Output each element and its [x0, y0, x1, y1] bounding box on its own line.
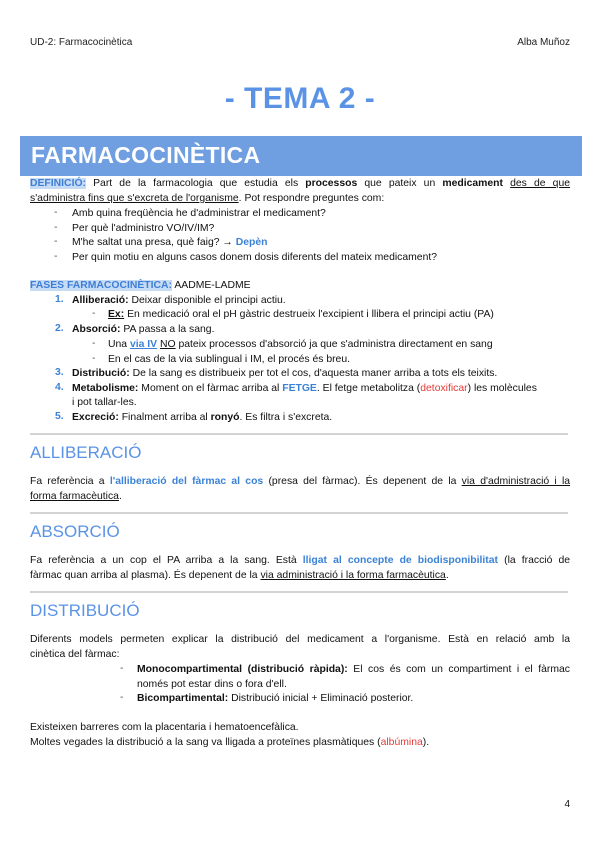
bullet-dash: - [54, 207, 58, 218]
section-title-alliberacio: ALLIBERACIÓ [30, 443, 142, 462]
definition-text: que pateix un [364, 178, 436, 189]
phase-text: Deixar disponible el principi actiu. [131, 295, 286, 306]
body-text: Fa referència a un cop el PA arriba a la sang. Està [30, 555, 297, 566]
phase-number: 5. [55, 411, 64, 422]
question-item [72, 236, 267, 250]
section-divider [30, 433, 568, 435]
definition-line-1 [30, 177, 570, 191]
absorcio-line-1 [30, 554, 570, 568]
body-text: ). [422, 737, 430, 748]
question-item: Per quin motiu en alguns casos donem dosis diferents del mateix medicament? [72, 252, 438, 263]
question-item: Per què l'administro VO/IV/IM? [72, 223, 215, 234]
distribucio-paragraph-1: Existeixen barreres com la placentaria i hematoencefàlica. [30, 722, 299, 733]
banner-title: FARMACOCINÈTICA [31, 142, 261, 168]
phase-text: . El fetge metabolitza ( [316, 383, 421, 394]
subitem-text: Una [108, 339, 128, 350]
model-mono-continuation: només pot estar dins o fora d'ell. [137, 679, 287, 690]
alliberacio-highlight: l'alliberació del fàrmac al cos [109, 476, 264, 487]
body-text: . [118, 491, 122, 502]
bullet-dash: - [120, 692, 124, 703]
body-text: Moltes vegades la distribució a la sang va lligada a proteïnes plasmàtiques ( [30, 737, 381, 748]
bullet-dash: - [92, 353, 96, 364]
biodisponibilitat-highlight: lligat al concepte de biodisponibilitat [302, 555, 499, 566]
distribucio-paragraph-2 [30, 736, 429, 750]
model-text: Distribució inicial + Eliminació posterior. [231, 693, 414, 704]
header-course: UD-2: Farmacocinètica [30, 37, 133, 48]
absorcio-line-2 [30, 569, 449, 583]
definition-text: . Pot respondre preguntes com: [238, 193, 385, 204]
phase-text: Finalment arriba al [121, 412, 208, 423]
page-title: - TEMA 2 - [224, 82, 376, 115]
phase-term: Alliberació: [72, 295, 129, 306]
body-text: . [445, 570, 449, 581]
body-text: (presa del fàrmac). És depenent de la [268, 476, 457, 487]
phase-number: 4. [55, 382, 64, 393]
body-text: (la fracció de [504, 555, 570, 566]
bullet-dash: - [54, 251, 58, 262]
body-text: Fa referència a [30, 476, 105, 487]
model-text: El cos és com un compartiment i el fàrmac [353, 664, 571, 675]
model-term: Bicompartimental: [137, 693, 229, 704]
phase-term: Excreció: [72, 412, 119, 423]
phase-term: Metabolisme: [72, 383, 139, 394]
example-label: Ex: [108, 309, 125, 320]
definition-text: Part de la farmacologia que estudia els [93, 178, 299, 189]
phase-text: . Es filtra i s'excreta. [239, 412, 333, 423]
phase-number: 2. [55, 323, 64, 334]
fetge-highlight: FETGE [282, 383, 317, 394]
ronyo-bold: ronyó [210, 412, 240, 423]
phase-item-alliberacio [72, 294, 286, 308]
header-author: Alba Muñoz [517, 37, 570, 48]
distribucio-line-1: Diferents models permeten explicar la distribució del medicament a l'organisme. Està en relació amb la [30, 634, 570, 645]
body-text: fàrmac quan arriba al plasma). És depenent de la [30, 570, 258, 581]
body-underlined: forma farmacèutica [30, 491, 119, 502]
definition-bold-medicament: medicament [442, 178, 503, 189]
via-iv-highlight: via IV [129, 339, 158, 350]
definition-label: DEFINICIÓ: [30, 178, 86, 189]
phase-text: ) les molècules [467, 383, 537, 394]
phases-acronym: AADME-LADME [174, 280, 251, 291]
phase-text: Moment on el fàrmac arriba al [141, 383, 280, 394]
phase-number: 1. [55, 294, 64, 305]
phase-item-metabolisme [72, 382, 537, 396]
body-underlined: via administració i la forma farmacèutica [260, 570, 446, 581]
bullet-dash: - [92, 338, 96, 349]
phase-subitem [108, 308, 494, 322]
model-mono [137, 663, 570, 677]
phase-term: Distribució: [72, 368, 130, 379]
phase-text: PA passa a la sang. [123, 324, 215, 335]
example-text: En medicació oral el pH gàstric destrueix l'excipient i llibera el principi actiu (PA) [127, 309, 494, 320]
phases-label: FASES FARMACOCINÈTICA: [30, 280, 173, 291]
section-divider [30, 512, 568, 514]
depen-highlight: Depèn [235, 237, 268, 248]
phase-term: Absorció: [72, 324, 121, 335]
phase-subitem [108, 338, 493, 352]
section-title-absorcio: ABSORCIÓ [30, 522, 120, 541]
bullet-dash: - [120, 663, 124, 674]
question-text: M'he saltat una presa, què faig? → [72, 237, 233, 248]
section-title-distribucio: DISTRIBUCIÓ [30, 601, 140, 620]
definition-line-2 [30, 192, 384, 206]
phase-number: 3. [55, 367, 64, 378]
body-underlined: via d'administració i la [461, 476, 571, 487]
question-item: Amb quina freqüència he d'administrar el medicament? [72, 208, 326, 219]
phases-heading [30, 279, 251, 293]
phase-item-distribucio [72, 367, 497, 381]
definition-underlined: des de que [510, 178, 571, 189]
page-number: 4 [564, 799, 570, 810]
alliberacio-line-1 [30, 475, 570, 489]
bullet-dash: - [54, 222, 58, 233]
alliberacio-line-2 [30, 490, 122, 504]
model-term: Monocompartimental (distribució ràpida): [137, 664, 348, 675]
detox-red: detoxificar [420, 383, 468, 394]
phase-continuation: i pot tallar-les. [72, 397, 137, 408]
model-bi [137, 692, 413, 706]
phase-text: De la sang es distribueix per tot el cos, d'aquesta maner arriba a tots els teixits. [132, 368, 498, 379]
definition-bold-processos: processos [305, 178, 358, 189]
subitem-text: pateix processos d'absorció ja que s'administra directament en sang [178, 339, 493, 350]
definition-underlined: s'administra fins que s'excreta de l'organisme [30, 193, 239, 204]
bullet-dash: - [92, 308, 96, 319]
section-banner [20, 136, 582, 176]
albumina-red: albúmina [380, 737, 423, 748]
no-underlined: NO [160, 339, 176, 350]
distribucio-line-2: cinètica del fàrmac: [30, 649, 120, 660]
bullet-dash: - [54, 236, 58, 247]
phase-item-absorcio [72, 323, 214, 337]
phase-item-excrecio [72, 411, 332, 425]
section-divider [30, 591, 568, 593]
phase-subitem: En el cas de la via sublingual i IM, el procés és breu. [108, 354, 350, 365]
